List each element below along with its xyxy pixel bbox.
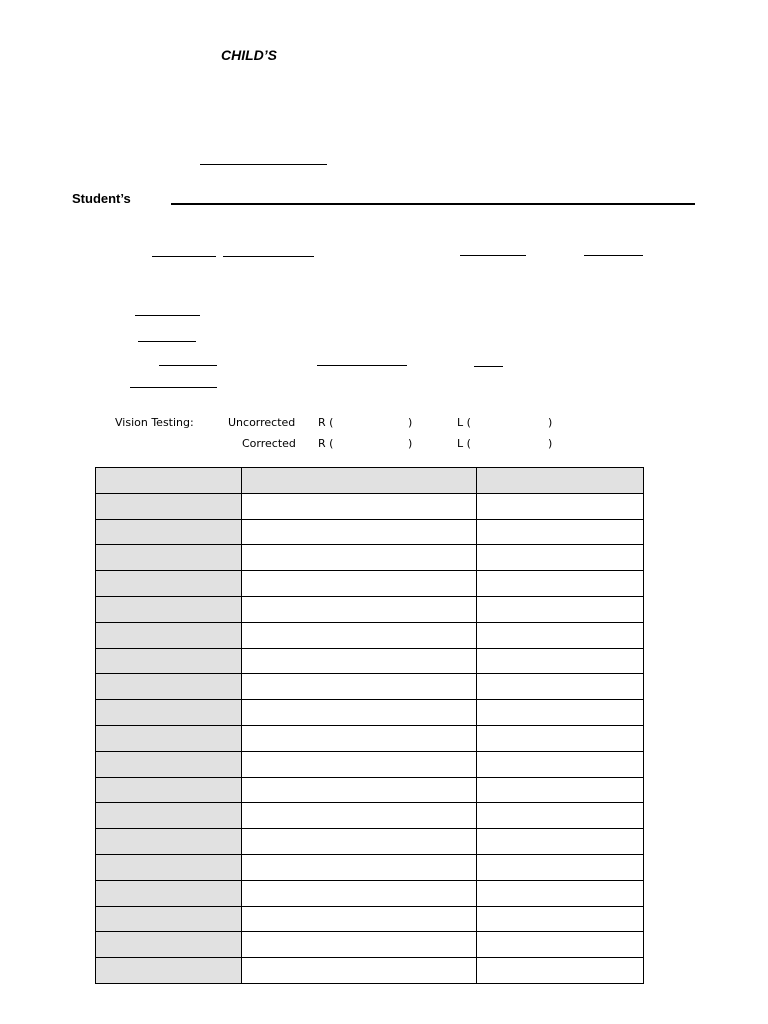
table-row <box>96 674 644 700</box>
table-cell[interactable] <box>242 880 477 906</box>
table-row <box>96 648 644 674</box>
table-cell[interactable] <box>242 854 477 880</box>
table-row <box>96 751 644 777</box>
table-cell[interactable] <box>242 519 477 545</box>
uncorrected-right-open: R ( <box>318 416 334 429</box>
table-row <box>96 519 644 545</box>
table-cell[interactable] <box>477 751 644 777</box>
table-cell[interactable] <box>477 880 644 906</box>
table-cell[interactable] <box>477 803 644 829</box>
uncorrected-label: Uncorrected <box>228 416 296 429</box>
table-cell[interactable] <box>242 958 477 984</box>
table-cell[interactable] <box>477 829 644 855</box>
table-cell[interactable] <box>96 519 242 545</box>
table-row <box>96 571 644 597</box>
table-cell[interactable] <box>242 493 477 519</box>
blank-line-b3[interactable] <box>159 365 217 366</box>
table-cell[interactable] <box>242 906 477 932</box>
vision-testing-label: Vision Testing: <box>115 416 194 429</box>
table-cell[interactable] <box>242 725 477 751</box>
table-row <box>96 854 644 880</box>
uncorrected-left-close: ) <box>548 416 553 429</box>
blank-line-a1[interactable] <box>152 256 216 257</box>
blank-line-b4[interactable] <box>317 365 407 366</box>
table-header-cell <box>242 468 477 494</box>
table-cell[interactable] <box>96 571 242 597</box>
table-row <box>96 493 644 519</box>
form-title: CHILD’S <box>221 47 277 63</box>
table-cell[interactable] <box>242 803 477 829</box>
table-row <box>96 829 644 855</box>
student-name-line[interactable] <box>171 203 695 205</box>
table-row <box>96 880 644 906</box>
table-cell[interactable] <box>477 545 644 571</box>
blank-line-top[interactable] <box>200 164 327 165</box>
table-cell[interactable] <box>96 906 242 932</box>
table-cell[interactable] <box>242 751 477 777</box>
table-cell[interactable] <box>477 596 644 622</box>
table-header-cell <box>477 468 644 494</box>
table-cell[interactable] <box>96 958 242 984</box>
table-cell[interactable] <box>96 674 242 700</box>
table-cell[interactable] <box>242 648 477 674</box>
table-cell[interactable] <box>96 777 242 803</box>
table-cell[interactable] <box>477 932 644 958</box>
table-row <box>96 545 644 571</box>
table-cell[interactable] <box>96 622 242 648</box>
blank-line-b2[interactable] <box>138 341 196 342</box>
corrected-left-open: L ( <box>457 437 471 450</box>
blank-line-b6[interactable] <box>130 387 217 388</box>
table-row <box>96 700 644 726</box>
table-cell[interactable] <box>477 958 644 984</box>
table-header-cell <box>96 468 242 494</box>
table-cell[interactable] <box>242 932 477 958</box>
table-cell[interactable] <box>96 596 242 622</box>
table-cell[interactable] <box>96 648 242 674</box>
corrected-label: Corrected <box>242 437 296 450</box>
uncorrected-right-close: ) <box>408 416 413 429</box>
table-cell[interactable] <box>96 880 242 906</box>
table-cell[interactable] <box>242 674 477 700</box>
table-cell[interactable] <box>242 596 477 622</box>
table-cell[interactable] <box>477 674 644 700</box>
table-row <box>96 803 644 829</box>
table-cell[interactable] <box>242 571 477 597</box>
table-cell[interactable] <box>96 493 242 519</box>
table-cell[interactable] <box>96 751 242 777</box>
table-row <box>96 622 644 648</box>
table-cell[interactable] <box>477 906 644 932</box>
corrected-right-open: R ( <box>318 437 334 450</box>
table-cell[interactable] <box>242 545 477 571</box>
table-cell[interactable] <box>477 493 644 519</box>
table-cell[interactable] <box>477 777 644 803</box>
table-row <box>96 958 644 984</box>
record-table <box>95 467 644 984</box>
table-cell[interactable] <box>477 519 644 545</box>
blank-line-b5[interactable] <box>474 366 503 367</box>
table-cell[interactable] <box>96 725 242 751</box>
table-cell[interactable] <box>96 803 242 829</box>
student-label: Student’s <box>72 191 131 206</box>
table-header-row <box>96 468 644 494</box>
table-cell[interactable] <box>242 777 477 803</box>
table-cell[interactable] <box>96 700 242 726</box>
uncorrected-left-open: L ( <box>457 416 471 429</box>
blank-line-a3[interactable] <box>460 255 526 256</box>
table-cell[interactable] <box>96 854 242 880</box>
table-cell[interactable] <box>242 622 477 648</box>
table-cell[interactable] <box>477 648 644 674</box>
table-cell[interactable] <box>477 854 644 880</box>
table-cell[interactable] <box>477 622 644 648</box>
corrected-left-close: ) <box>548 437 553 450</box>
table-row <box>96 932 644 958</box>
table-cell[interactable] <box>242 829 477 855</box>
blank-line-a4[interactable] <box>584 255 643 256</box>
corrected-right-close: ) <box>408 437 413 450</box>
table-row <box>96 725 644 751</box>
table-cell[interactable] <box>477 571 644 597</box>
table-cell[interactable] <box>96 932 242 958</box>
table-row <box>96 596 644 622</box>
table-cell[interactable] <box>96 545 242 571</box>
table-cell[interactable] <box>477 700 644 726</box>
table-row <box>96 906 644 932</box>
table-cell[interactable] <box>477 725 644 751</box>
blank-line-a2[interactable] <box>223 256 314 257</box>
table-row <box>96 777 644 803</box>
table-cell[interactable] <box>242 700 477 726</box>
blank-line-b1[interactable] <box>135 315 200 316</box>
table-cell[interactable] <box>96 829 242 855</box>
